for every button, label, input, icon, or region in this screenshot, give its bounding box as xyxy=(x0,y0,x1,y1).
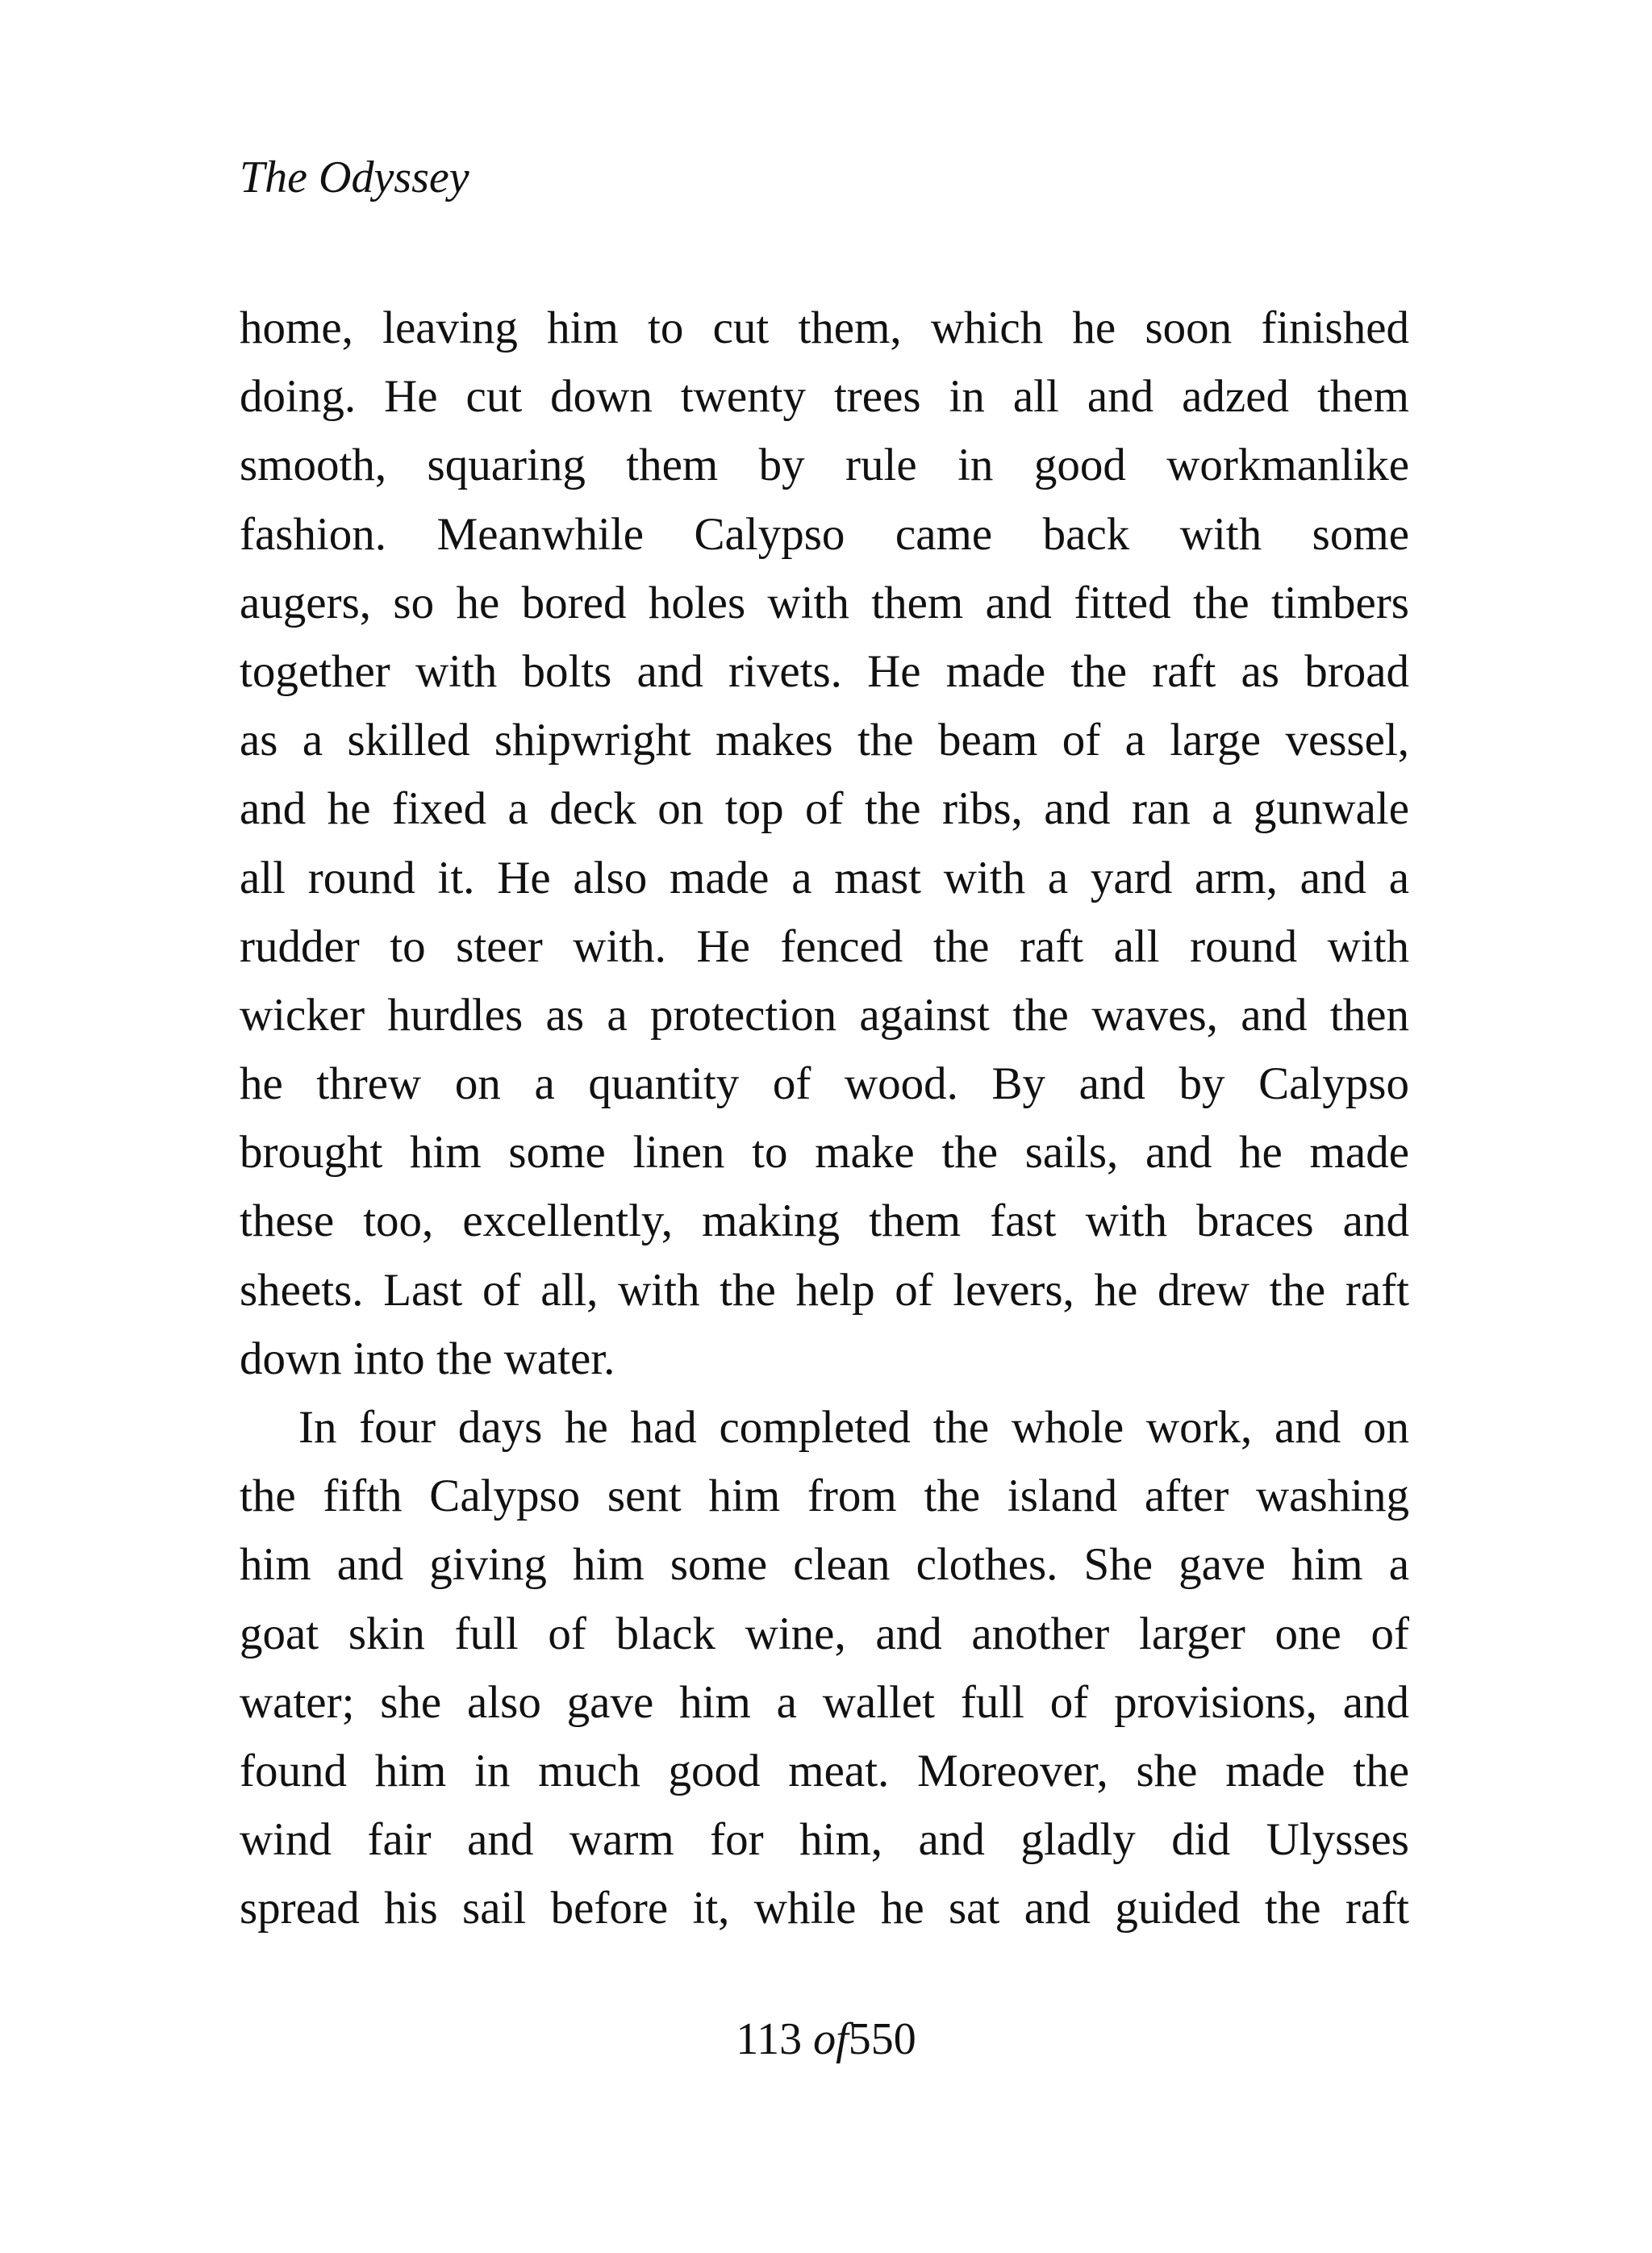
text-line: the fifth Calypso sent him from the island after washing xyxy=(240,1471,1409,1522)
text-line: as a skilled shipwright makes the beam of a large vessel, xyxy=(240,715,1409,766)
text-line: goat skin full of black wine, and another larger one of xyxy=(240,1608,1409,1659)
text-line: him and giving him some clean clothes. She gave him a xyxy=(240,1539,1409,1591)
text-line: all round it. He also made a mast with a yard arm, and a xyxy=(240,852,1409,903)
text-line: these too, excellently, making them fast with braces and xyxy=(240,1195,1409,1247)
text-line: brought him some linen to make the sails, and he made xyxy=(240,1127,1409,1179)
text-line: rudder to steer with. He fenced the raft all round with xyxy=(240,920,1409,972)
text-line: found him in much good meat. Moreover, she made the xyxy=(240,1745,1409,1796)
text-line: smooth, squaring them by rule in good workmanlike xyxy=(240,440,1409,491)
text-line: wicker hurdles as a protection against the waves, and then xyxy=(240,989,1409,1041)
text-line: together with bolts and rivets. He made the raft as broad xyxy=(240,645,1409,697)
text-line: home, leaving him to cut them, which he soon finished xyxy=(240,302,1409,353)
text-line: wind fair and warm for him, and gladly did Ulysses xyxy=(240,1814,1409,1866)
total-pages: 550 xyxy=(848,2014,916,2064)
current-page: 113 xyxy=(736,2014,803,2064)
text-line: sheets. Last of all, with the help of levers, he drew the raft xyxy=(240,1264,1409,1316)
text-line: and he fixed a deck on top of the ribs, and ran a gunwale xyxy=(240,783,1409,835)
text-line: he threw on a quantity of wood. By and by Calypso xyxy=(240,1058,1409,1110)
running-title: The Odyssey xyxy=(240,152,469,202)
paragraph-last-line: down into the water. xyxy=(240,1333,615,1384)
body-text xyxy=(240,294,1409,1943)
text-line: doing. He cut down twenty trees in all and adzed them xyxy=(240,371,1409,423)
text-line: augers, so he bored holes with them and fitted the timbers xyxy=(240,577,1409,628)
page-number xyxy=(0,2011,1652,2067)
text-line: water; she also gave him a wallet full of provisions, and xyxy=(240,1676,1409,1728)
page-of-label: of xyxy=(813,2014,849,2064)
text-line: spread his sail before it, while he sat and guided the raft xyxy=(240,1883,1409,1934)
paragraph-first-line: In four days he had completed the whole work, and on xyxy=(298,1402,1409,1453)
text-line: fashion. Meanwhile Calypso came back with some xyxy=(240,508,1409,560)
